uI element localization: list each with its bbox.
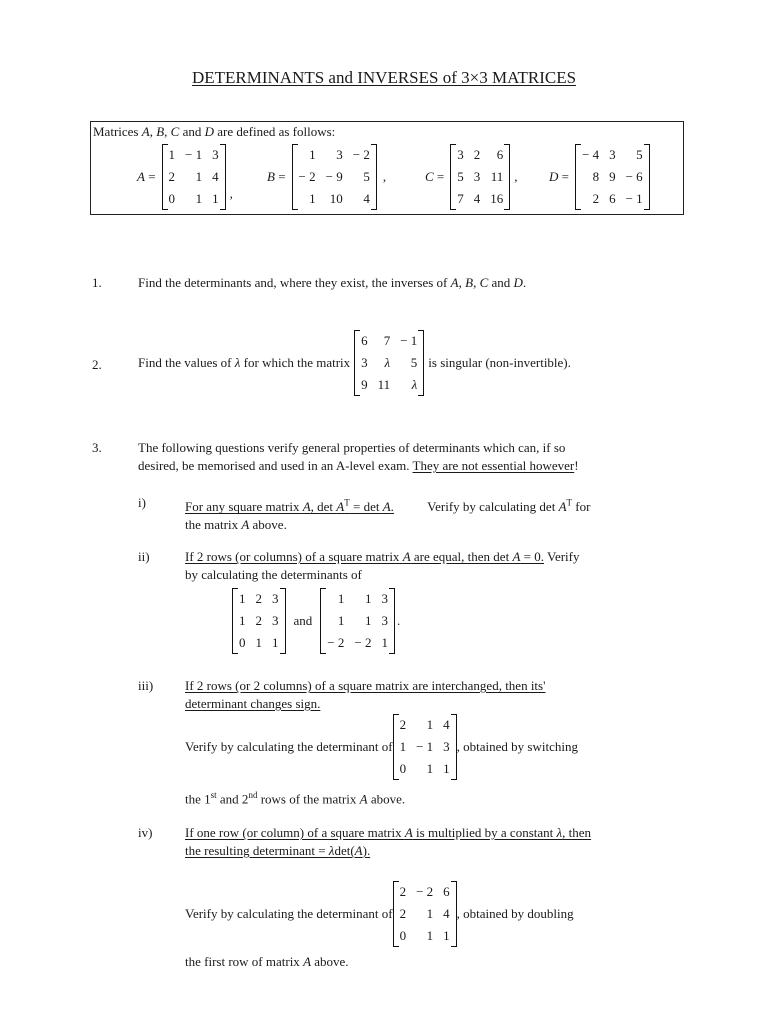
page-title: DETERMINANTS and INVERSES of 3×3 MATRICES: [191, 68, 577, 87]
sub-ii-text: If 2 rows (or columns) of a square matrix A are equal, then det A = 0. Verify by calculating the determinants of: [185, 549, 580, 582]
matrix-entry: 1: [255, 635, 262, 650]
matrix-entry: 3: [457, 147, 464, 162]
matrix-A-definition: A = 1 − 1 3 2 1 4 0 1 1 ,: [137, 144, 233, 210]
sub-iv-followup: the first row of matrix A above.: [185, 954, 349, 969]
matrix-entry: 9: [361, 377, 368, 392]
matrix-entry: 1: [426, 906, 434, 921]
matrix-entry: 8: [592, 169, 600, 184]
matrix-entry: 1: [239, 613, 246, 628]
matrix-entry: 5: [363, 169, 370, 184]
matrix-D: [575, 144, 650, 210]
matrix-entry: 3: [381, 591, 388, 606]
matrix-entry: 5: [410, 355, 418, 370]
sub-iii-followup: the 1st and 2nd rows of the matrix A above.: [185, 790, 406, 807]
matrix-definitions-box: [90, 121, 684, 215]
matrix-entry: 1: [443, 761, 450, 776]
matrix-entry: − 2: [354, 635, 372, 650]
matrix-entry: 6: [496, 147, 504, 162]
matrix-entry: 2: [399, 884, 407, 899]
matrix-entry: 3: [443, 739, 450, 754]
sub-iii-verify: Verify by calculating the determinant of 2 1 4 1 − 1 3 0 1 1 , obtained by switching: [185, 714, 578, 780]
matrix-entry: 1: [309, 147, 316, 162]
matrix-entry: 4: [212, 169, 219, 184]
matrix-entry: 1: [337, 613, 345, 628]
matrix-entry: 1: [272, 635, 279, 650]
matrix-entry: 16: [490, 191, 504, 206]
matrix-entry: 4: [443, 717, 450, 732]
matrix-entry: 0: [239, 635, 246, 650]
matrix-entry: 2: [399, 717, 407, 732]
sub-iii-label: iii): [138, 678, 154, 693]
matrix-entry: 3: [361, 355, 368, 370]
matrix-entry: 1: [399, 739, 407, 754]
sub-iv-label: iv): [138, 825, 153, 840]
matrix-entry: 9: [609, 169, 616, 184]
matrix-entry: 0: [168, 191, 176, 206]
question-1-text: Find the determinants and, where they exist, the inverses of A, B, C and D.: [138, 275, 527, 290]
matrix-B: [292, 144, 377, 210]
matrix-entry: 1: [426, 928, 434, 943]
matrix-entry: 2: [255, 613, 262, 628]
matrix-entry: − 1: [625, 191, 643, 206]
matrix-entry: 2: [168, 169, 176, 184]
sub-ii-label: ii): [138, 549, 150, 564]
matrix-entry: 11: [490, 169, 504, 184]
matrix-entry: 1: [168, 147, 176, 162]
question-1-number: 1.: [92, 275, 102, 290]
matrix-entry: λ: [411, 377, 418, 392]
matrix-entry: 0: [399, 928, 407, 943]
matrix-entry: 1: [364, 613, 372, 628]
matrix-entry: λ: [384, 355, 391, 370]
matrix-entry: 1: [426, 717, 434, 732]
sub-i-label: i): [138, 495, 146, 510]
matrix-D-definition: D = − 4 3 5 8 9 − 6 2 6 − 1: [549, 144, 650, 210]
matrix-entry: 4: [363, 191, 370, 206]
matrix-entry: 3: [609, 147, 616, 162]
sub-i-text: For any square matrix A, $\det A^T = \det A$. Verify by calculating $\det A^T$ for the matrix A above.: [185, 498, 591, 533]
matrix-entry: 3: [272, 591, 279, 606]
matrix-entry: 5: [457, 169, 464, 184]
matrix-entry: 1: [426, 761, 434, 776]
matrix-entry: 2: [592, 191, 600, 206]
matrix-entry: − 1: [400, 333, 418, 348]
matrix-entry: 6: [609, 191, 616, 206]
matrix-C-definition: C = 3 2 6 5 3 11 7 4 16 ,: [425, 144, 518, 210]
matrix-entry: 11: [377, 377, 391, 392]
matrix-entry: − 1: [416, 739, 434, 754]
sub-iii-matrix: [393, 714, 457, 780]
matrix-entry: 1: [381, 635, 388, 650]
matrix-entry: 2: [399, 906, 407, 921]
sub-iii-statement: If 2 rows (or 2 columns) of a square matrix are interchanged, then its' determinant changes sign.: [185, 678, 546, 711]
matrix-entry: − 2: [327, 635, 345, 650]
sub-iv-matrix: [393, 881, 457, 947]
question-2-matrix: [354, 330, 424, 396]
matrix-entry: 1: [212, 191, 219, 206]
question-3-number: 3.: [92, 440, 102, 455]
matrix-entry: 3: [381, 613, 388, 628]
matrix-entry: 1: [195, 191, 203, 206]
sub-ii-matrix-1: [232, 588, 286, 654]
matrix-entry: − 2: [352, 147, 370, 162]
matrix-entry: − 1: [185, 147, 203, 162]
question-3-text: The following questions verify general properties of determinants which can, if so desired, be memorised and used in an A-level exam. They are not essential however!: [138, 440, 579, 473]
matrix-entry: 1: [195, 169, 203, 184]
matrix-entry: 7: [383, 333, 391, 348]
matrix-entry: 0: [399, 761, 407, 776]
matrix-entry: 1: [443, 928, 450, 943]
matrix-entry: − 9: [325, 169, 343, 184]
matrix-entry: 1: [364, 591, 372, 606]
matrix-entry: 4: [443, 906, 450, 921]
matrix-B-definition: B = 1 3 − 2 − 2 − 9 5 1 10 4 ,: [267, 144, 386, 210]
matrix-entry: 6: [443, 884, 450, 899]
question-2-text: Find the values of λ for which the matrix 6 7 − 1 3 λ 5 9 11 λ is singular (non-invertible).: [138, 330, 571, 396]
question-2-number: 2.: [92, 357, 102, 372]
matrix-entry: 3: [272, 613, 279, 628]
matrix-entry: 7: [457, 191, 464, 206]
matrix-entry: − 2: [416, 884, 434, 899]
sub-iv-verify: Verify by calculating the determinant of 2 − 2 6 2 1 4 0 1 1 , obtained by doubling: [185, 881, 574, 947]
matrix-entry: − 4: [581, 147, 600, 162]
matrix-A: [162, 144, 226, 210]
sub-ii-matrix-2: [320, 588, 395, 654]
matrix-entry: 5: [636, 147, 643, 162]
matrix-entry: 10: [329, 191, 343, 206]
sub-ii-matrices: 1 2 3 1 2 3 0 1 1 and 1 1 3 1 1 3 − 2 − 2 1 .: [232, 588, 400, 654]
matrix-entry: 1: [309, 191, 316, 206]
matrix-entry: 3: [212, 147, 219, 162]
matrix-entry: 2: [255, 591, 262, 606]
matrix-entry: − 2: [298, 169, 316, 184]
matrix-entry: 1: [337, 591, 345, 606]
matrix-entry: 3: [336, 147, 343, 162]
matrix-entry: 1: [239, 591, 246, 606]
matrix-entry: 3: [473, 169, 481, 184]
matrix-C: [450, 144, 510, 210]
matrix-entry: 2: [473, 147, 481, 162]
matrix-entry: 6: [361, 333, 368, 348]
sub-iv-statement: If one row (or column) of a square matrix A is multiplied by a constant λ, then the resulting determinant = λdet(A).: [185, 825, 592, 858]
matrix-entry: − 6: [625, 169, 643, 184]
definitions-intro: Matrices A, B, C and D are defined as follows:: [93, 124, 336, 139]
matrix-entry: 4: [473, 191, 481, 206]
